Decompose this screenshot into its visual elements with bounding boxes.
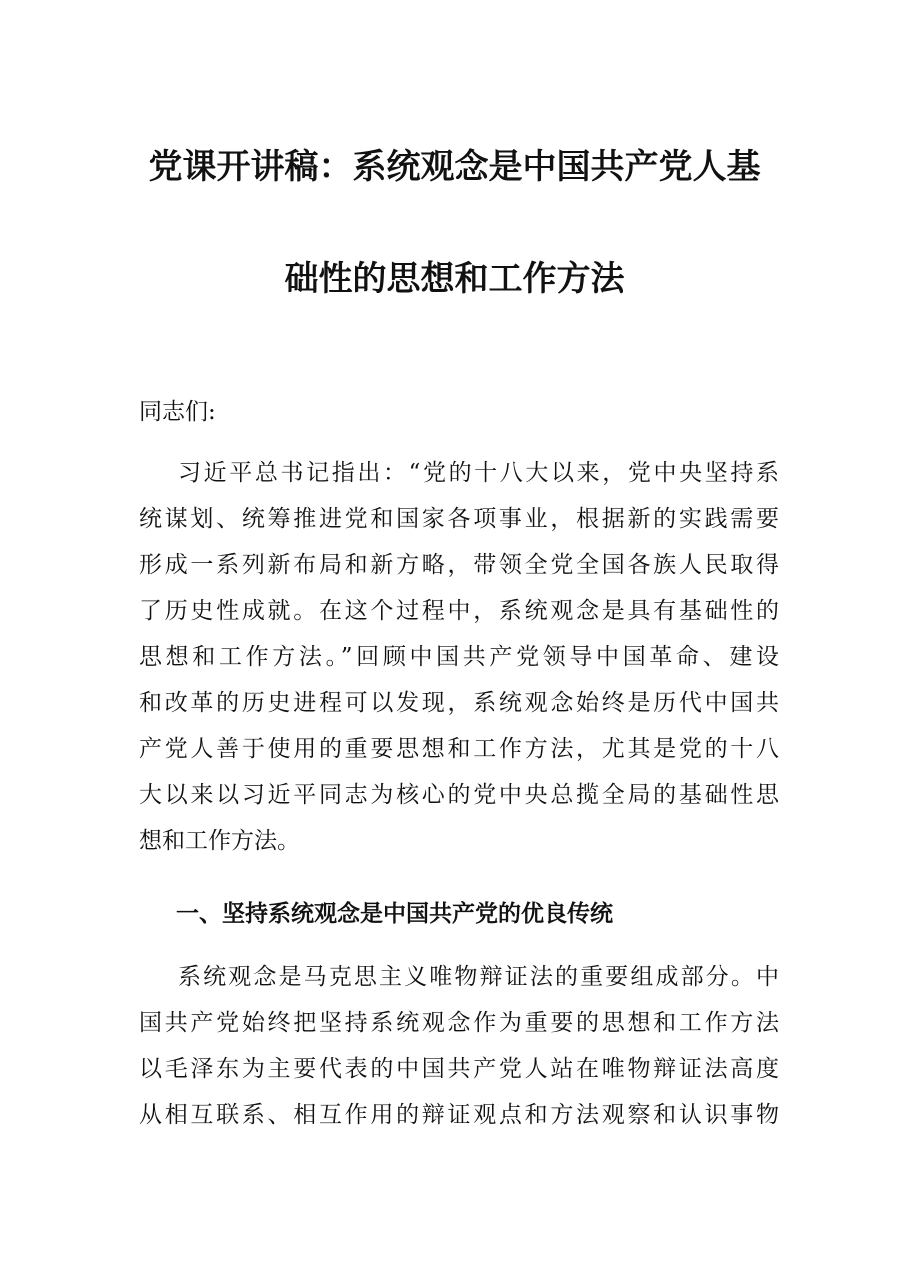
document-title-line-2: 础性的思想和工作方法 — [284, 259, 625, 299]
document-title-line-1: 党课开讲稿：系统观念是中国共产党人基 — [148, 147, 761, 187]
paragraph-line: 国共产党始终把坚持系统观念作为重要的思想和工作方法 — [139, 1010, 779, 1036]
salutation: 同志们: — [139, 399, 216, 425]
paragraph-line: 形成一系列新布局和新方略，带领全党全国各族人民取得 — [139, 552, 779, 578]
paragraph-line: 习近平总书记指出：“党的十八大以来，党中央坚持系 — [178, 460, 779, 486]
paragraph-2 — [139, 954, 779, 1138]
paragraph-line: 想和工作方法。 — [139, 828, 300, 854]
paragraph-line: 了历史性成就。在这个过程中，系统观念是具有基础性的 — [139, 598, 779, 624]
paragraph-line: 和改革的历史进程可以发现，系统观念始终是历代中国共 — [139, 690, 779, 716]
paragraph-line: 从相互联系、相互作用的辩证观点和方法观察和认识事物 — [139, 1102, 779, 1128]
section-heading-1: 一、坚持系统观念是中国共产党的优良传统 — [176, 901, 613, 927]
paragraph-line: 统谋划、统筹推进党和国家各项事业，根据新的实践需要 — [139, 506, 779, 532]
paragraph-line: 大以来以习近平同志为核心的党中央总揽全局的基础性思 — [139, 782, 779, 808]
paragraph-line: 产党人善于使用的重要思想和工作方法，尤其是党的十八 — [139, 736, 779, 762]
paragraph-line: 系统观念是马克思主义唯物辩证法的重要组成部分。中 — [178, 964, 779, 990]
paragraph-line: 以毛泽东为主要代表的中国共产党人站在唯物辩证法高度 — [139, 1056, 779, 1082]
paragraph-line: 思想和工作方法。”回顾中国共产党领导中国革命、建设 — [139, 644, 779, 670]
paragraph-1 — [139, 450, 779, 864]
